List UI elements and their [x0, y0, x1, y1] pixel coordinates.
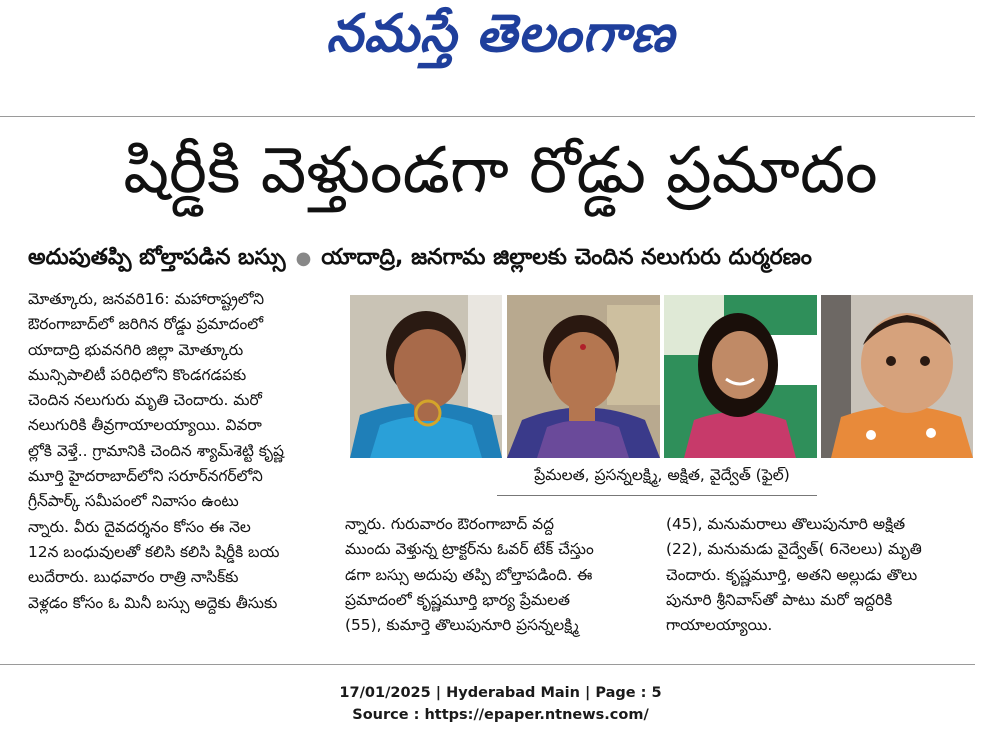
subhead-1: అదుపుతప్పి బోల్తాపడిన బస్సు — [28, 245, 286, 270]
page-footer — [0, 682, 1001, 726]
photo-premalatha — [350, 295, 502, 458]
text-line: (22), మనుమడు వైద్వేత్( 6నెలలు) మృతి — [666, 540, 922, 559]
text-line: ముందు వెళ్తున్న ట్రాక్టర్‌ను ఓవర్ టేక్ చేస్తుం — [345, 540, 594, 559]
photo-prasannalakshmi — [507, 295, 660, 458]
subhead-2: యాదాద్రి, జనగామ జిల్లాలకు చెందిన నలుగురు దుర్మరణం — [321, 245, 812, 270]
text-line: గ్రీన్‌పార్క్ సమీపంలో నివాసం ఉంటు — [28, 492, 239, 511]
portrait-icon — [821, 295, 973, 458]
footer-source[interactable]: Source : https://epaper.ntnews.com/ — [352, 707, 649, 723]
text-line: లుదేరారు. బుధవారం రాత్రి నాసిక్‌కు — [28, 568, 239, 587]
masthead-divider — [0, 116, 975, 117]
text-line: ప్రమాదంలో కృష్ణమూర్తి భార్య ప్రేమలత — [345, 590, 570, 609]
text-line: ఔరంగాబాద్‌లో జరిగిన రోడ్డు ప్రమాదంలో — [28, 315, 264, 334]
photo-akshitha — [664, 295, 817, 458]
masthead-logo: నమస్తే తెలంగాణ — [326, 4, 675, 64]
text-line: నలుగురికి తీవ్రగాయాలయ్యాయి. వివరా — [28, 416, 262, 435]
text-line: ల్లోకి వెళ్తే.. గ్రామానికి చెందిన శ్యామ్‌శెట్టి కృష్ణ — [28, 441, 284, 460]
text-line: మోత్కూరు, జనవరి16: మహారాష్ట్రలోని — [28, 290, 265, 308]
bullet-icon: ● — [295, 248, 312, 269]
text-line: వెళ్లడం కోసం ఓ మినీ బస్సు అద్దెకు తీసుకు — [28, 593, 278, 612]
photo-caption: ప్రేమలత, ప్రసన్నలక్ష్మి, అక్షిత, వైద్వేత్ (ఫైల్) — [534, 466, 790, 484]
text-line: 12న బంధువులతో కలిసి కలిసి షిర్డీకి బయ — [28, 542, 280, 561]
text-line: మున్సిపాలిటీ పరిధిలోని కొండగడపకు — [28, 365, 247, 384]
text-line: మూర్తి హైదరాబాద్‌లోని సరూర్‌నగర్‌లోని — [28, 467, 263, 486]
article-column-1 — [28, 287, 328, 616]
article-subheads — [28, 242, 988, 275]
footer-date-edition: 17/01/2025 | Hyderabad Main | Page : 5 — [339, 685, 662, 701]
footer-divider — [0, 664, 975, 665]
text-line: న్నారు. గురువారం ఔరంగాబాద్ వద్ద — [345, 515, 554, 533]
article-headline: షిర్డీకి వెళ్తుండగా రోడ్డు ప్రమాదం — [123, 134, 878, 208]
text-line: చెందారు. కృష్ణమూర్తి, అతని అల్లుడు తొలు — [666, 565, 918, 584]
photo-vaidveth — [821, 295, 973, 458]
article-column-3 — [666, 512, 972, 638]
portrait-icon — [664, 295, 817, 458]
portrait-icon — [507, 295, 660, 458]
portrait-icon — [350, 295, 502, 458]
text-line: చెందిన నలుగురు మృతి చెందారు. మరో — [28, 391, 262, 410]
text-line: డగా బస్సు అదుపు తప్పి బోల్తాపడింది. ఈ — [345, 565, 593, 584]
text-line: గాయాలయ్యాయి. — [666, 616, 773, 635]
text-line: న్నారు. వీరు దైవదర్శనం కోసం ఈ నెల — [28, 517, 251, 536]
text-line: (45), మనుమరాలు తొలుపునూరి అక్షిత — [666, 515, 906, 533]
text-line: పునూరి శ్రీనివాస్‌తో పాటు మరో ఇద్దరికి — [666, 590, 893, 609]
article-column-2 — [345, 512, 645, 638]
text-line: (55), కుమార్తె తొలుపునూరి ప్రసన్నలక్ష్మి — [345, 616, 579, 635]
caption-divider — [497, 495, 817, 496]
text-line: యాదాద్రి భువనగిరి జిల్లా మోత్కూరు — [28, 340, 244, 359]
